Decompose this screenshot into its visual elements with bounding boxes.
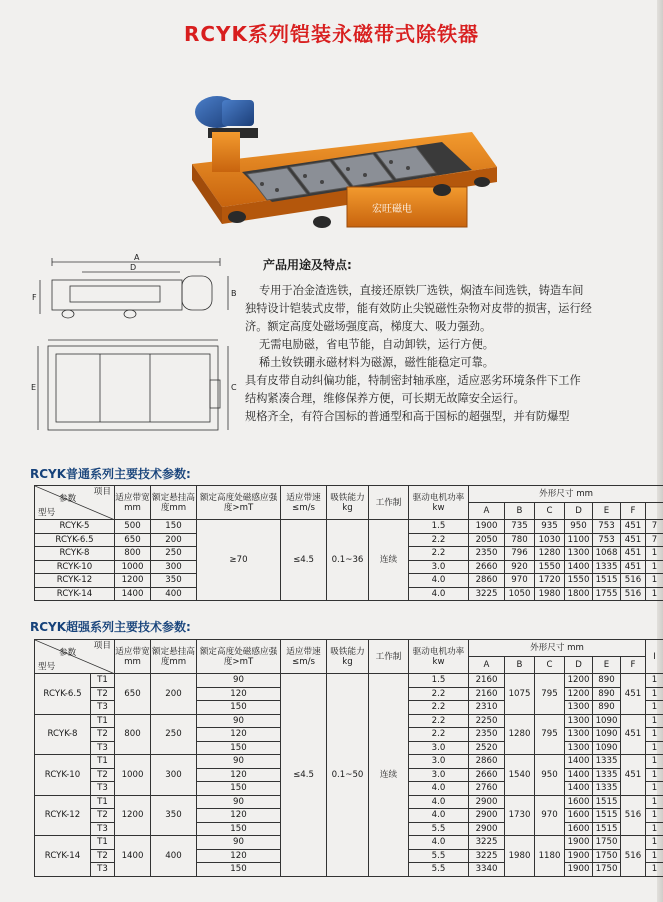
table-cell: 3225 [469,587,505,601]
table-cell: 451 [621,755,646,796]
table2-super-specs [34,639,663,877]
t1-h-c: C [535,503,565,520]
table-cell: 2660 [469,560,505,574]
table-cell: 1 [646,687,663,701]
t2-h-power: 驱动电机功率kw [409,640,469,674]
table-cell: 1 [646,755,663,769]
table-cell: 120 [197,809,281,823]
table-cell: 250 [151,714,197,755]
table-cell: 1515 [593,574,621,588]
table-cell: 1900 [469,520,505,534]
table-cell: 1068 [593,547,621,561]
table-cell: 300 [151,560,197,574]
table-cell: 1 [646,728,663,742]
table-cell: 451 [621,714,646,755]
table-cell: RCYK-8 [35,547,115,561]
table-cell: 950 [535,755,565,796]
table-cell: 1600 [565,822,593,836]
table-cell: 3.0 [409,768,469,782]
table-cell: 795 [535,674,565,715]
table-cell: 0.1~36 [327,520,369,601]
table-cell: 1335 [593,768,621,782]
table-cell: 120 [197,768,281,782]
table-cell: 2900 [469,795,505,809]
table-cell: 4.0 [409,795,469,809]
table-cell: 780 [505,533,535,547]
table-cell: 3225 [469,849,505,863]
table-cell: 1075 [505,674,535,715]
table-cell: 2660 [469,768,505,782]
table1-title: RCYK普通系列主要技术参数: [30,467,191,481]
table-cell: 800 [115,547,151,561]
feature-line: 专用于冶金渣选铁，直接还原铁厂选铁，焖渣车间选铁，铸造车间 [259,284,584,297]
table-cell: RCYK-6.5 [35,533,115,547]
t1-h-e: E [593,503,621,520]
t1-h-f: F [621,503,646,520]
table-cell: 120 [197,687,281,701]
table-cell: 2860 [469,755,505,769]
dim-label-f: F [32,293,37,302]
table-cell: 451 [621,674,646,715]
table-cell: 795 [535,714,565,755]
table-cell: RCYK-5 [35,520,115,534]
table-cell: 1 [646,782,663,796]
table-cell: 3225 [469,836,505,850]
table-cell: 90 [197,795,281,809]
t1-h-speed: 适应带速≤m/s [281,486,327,520]
table-cell: 890 [593,674,621,688]
table-cell: 90 [197,714,281,728]
table-cell: RCYK-8 [35,714,91,755]
table-cell: 970 [505,574,535,588]
table-cell: T2 [91,728,115,742]
t2-h-e: E [593,657,621,674]
table-cell: 1 [646,809,663,823]
table-cell: 1300 [565,741,593,755]
table-cell: 2.2 [409,714,469,728]
table-cell: 2760 [469,782,505,796]
table-cell: 1720 [535,574,565,588]
table-cell: 1.5 [409,520,469,534]
table-cell: 1300 [565,701,593,715]
table-cell: 7 [646,533,663,547]
table2-title: RCYK超强系列主要技术参数: [30,620,191,634]
table-cell: 1400 [565,782,593,796]
table-cell: RCYK-12 [35,574,115,588]
t1-h-b: B [505,503,535,520]
table-cell: 970 [535,795,565,836]
table-cell: 1 [646,587,663,601]
page-title: RCYK系列铠装永磁带式除铁器 [183,22,480,46]
table-cell: 90 [197,674,281,688]
table-cell: T1 [91,674,115,688]
table-cell: 500 [115,520,151,534]
table-cell: 400 [151,587,197,601]
table-cell: 1 [646,849,663,863]
table-cell: 1900 [565,836,593,850]
table-cell: RCYK-10 [35,560,115,574]
table-cell: 1280 [535,547,565,561]
table-cell: 451 [621,547,646,561]
table-cell: 1200 [565,674,593,688]
table-cell: 3340 [469,863,505,877]
t1-h-g [646,503,663,520]
table-cell: 451 [621,533,646,547]
table-cell: 4.0 [409,574,469,588]
table-cell: 1800 [565,587,593,601]
table-cell: RCYK-12 [35,795,91,836]
table-cell: 1750 [593,863,621,877]
features-heading: 产品用途及特点: [263,258,352,272]
t2-h-f: F [621,657,646,674]
table-cell: T1 [91,795,115,809]
table-cell: 1515 [593,809,621,823]
table-cell: 5.5 [409,822,469,836]
t1-h-power: 驱动电机功率kw [409,486,469,520]
table-cell: 1540 [505,755,535,796]
table-cell: 3.0 [409,755,469,769]
t2-h-c: C [535,657,565,674]
feature-line: 具有皮带自动纠偏功能，特制密封轴承座，适应恶劣环境条件下工作 [245,374,581,387]
table1-standard-specs [34,485,663,601]
t2-h-speed: 适应带速≤m/s [281,640,327,674]
table-cell: 1335 [593,755,621,769]
table-cell: RCYK-6.5 [35,674,91,715]
table-cell: 1200 [115,574,151,588]
table-cell: 3.0 [409,741,469,755]
table-cell: T3 [91,701,115,715]
table-cell: 150 [197,701,281,715]
table-cell: 1 [646,822,663,836]
t2-h-mode: 工作制 [369,640,409,674]
table-cell: 650 [115,674,151,715]
table-cell: T1 [91,714,115,728]
table-cell: 120 [197,849,281,863]
table-cell: 1 [646,768,663,782]
feature-line: 济。额定高度处磁场强度高，梯度大、吸力强劲。 [245,320,492,333]
table-cell: 1300 [565,547,593,561]
t2-h-g: I [646,640,663,674]
table-cell: 890 [593,701,621,715]
table-cell: RCYK-14 [35,587,115,601]
t1-h-a: A [469,503,505,520]
table-cell: 90 [197,755,281,769]
table-cell: 1750 [593,849,621,863]
table-cell: 1400 [115,587,151,601]
feature-line: 稀土钕铁硼永磁材料为磁源，磁性能稳定可靠。 [259,356,494,369]
table-cell: 1 [646,836,663,850]
table-cell: 150 [197,863,281,877]
table-cell: 1600 [565,809,593,823]
table-cell: 1 [646,714,663,728]
table-cell: 753 [593,520,621,534]
table-cell: 1400 [565,768,593,782]
table-cell: 4.0 [409,836,469,850]
table-cell: 1300 [565,714,593,728]
table-cell: 2520 [469,741,505,755]
table-cell: 1030 [535,533,565,547]
table-cell: 1200 [115,795,151,836]
table-cell: 451 [621,520,646,534]
t2-h-height: 额定悬挂高度mm [151,640,197,674]
t1-h-mode: 工作制 [369,486,409,520]
table-cell: 150 [197,822,281,836]
t2-h-b: B [505,657,535,674]
table-cell: 1400 [565,755,593,769]
table-cell: 890 [593,687,621,701]
table-cell: 2160 [469,687,505,701]
table-cell: T2 [91,687,115,701]
table-cell: 1980 [505,836,535,877]
table-cell: 1 [646,574,663,588]
table2-body [35,674,663,877]
dimension-drawings [30,250,240,440]
table-cell: T2 [91,849,115,863]
t1-h-d: D [565,503,593,520]
table-cell: 连续 [369,520,409,601]
table-cell: RCYK-10 [35,755,91,796]
table-cell: 120 [197,728,281,742]
table-cell: 1550 [565,574,593,588]
table-cell: 1335 [593,782,621,796]
table-cell: 1 [646,674,663,688]
t2-h-dims: 外形尺寸 mm [469,640,646,657]
table-cell: 1400 [565,560,593,574]
table-cell: 1090 [593,741,621,755]
table-cell: 150 [151,520,197,534]
table-cell: 650 [115,533,151,547]
table2-corner-header: 项目 参数 型号 [35,640,115,674]
table-cell: 1730 [505,795,535,836]
dim-label-e: E [31,383,37,392]
table-cell: 1180 [535,836,565,877]
table-cell: 1980 [535,587,565,601]
table-cell: 950 [565,520,593,534]
t2-h-capacity: 吸铁能力kg [327,640,369,674]
table-cell: 1 [646,701,663,715]
t1-h-width: 适应带宽mm [115,486,151,520]
table-cell: 753 [593,533,621,547]
table-cell: 735 [505,520,535,534]
table-cell: ≤4.5 [281,520,327,601]
table-cell: 2160 [469,674,505,688]
table-cell: 451 [621,560,646,574]
table-cell: 400 [151,836,197,877]
table-cell: 300 [151,755,197,796]
table-cell: 3.0 [409,560,469,574]
dim-label-b: B [231,289,237,298]
table-cell: 2050 [469,533,505,547]
table-cell: 1050 [505,587,535,601]
table-cell: 1335 [593,560,621,574]
table-cell: 2310 [469,701,505,715]
table-cell: 1 [646,741,663,755]
table-cell: ≥70 [197,520,281,601]
t2-h-a: A [469,657,505,674]
table-cell: 1900 [565,863,593,877]
table-cell: 150 [197,782,281,796]
features-section [245,256,663,426]
table-cell: 1100 [565,533,593,547]
table-cell: RCYK-14 [35,836,91,877]
table-cell: 1300 [565,728,593,742]
dim-label-c: C [231,383,237,392]
table-cell: 920 [505,560,535,574]
table-cell: 2.2 [409,701,469,715]
photo-brand-label: 宏旺磁电 [372,204,412,215]
table-cell: 1550 [535,560,565,574]
table-cell: 350 [151,795,197,836]
table-cell: 2.2 [409,547,469,561]
table-cell: T2 [91,768,115,782]
feature-line: 规格齐全，有符合国标的普通型和高于国标的超强型，并有防爆型 [245,410,570,423]
table-cell: 7 [646,520,663,534]
table-cell: 4.0 [409,782,469,796]
table-cell: 0.1~50 [327,674,369,877]
table-cell: 2.2 [409,728,469,742]
table-cell: 1400 [115,836,151,877]
table-cell: 1000 [115,755,151,796]
table-cell: 2900 [469,809,505,823]
t2-h-d: D [565,657,593,674]
table-cell: T1 [91,755,115,769]
table-cell: 1 [646,547,663,561]
table-cell: 1.5 [409,674,469,688]
table-cell: 2250 [469,714,505,728]
table-cell: 4.0 [409,809,469,823]
dim-label-d: D [130,263,137,272]
t1-h-height: 额定悬挂高度mm [151,486,197,520]
table-cell: 5.5 [409,849,469,863]
table-cell: 350 [151,574,197,588]
feature-line: 独特设计铠装式皮带，能有效防止尖锐磁性杂物对皮带的损害，运行经 [245,302,592,315]
table-cell: 1 [646,795,663,809]
table-cell: 1755 [593,587,621,601]
table-cell: 1 [646,560,663,574]
t1-h-field: 额定高度处磁感应强度>mT [197,486,281,520]
table-cell: 516 [621,836,646,877]
table-cell: 800 [115,714,151,755]
table-cell: 935 [535,520,565,534]
table-cell: T3 [91,782,115,796]
table-cell: 1515 [593,795,621,809]
table-cell: 1900 [565,849,593,863]
feature-line: 结构紧凑合理，维修保养方便，可长期无故障安全运行。 [245,392,525,405]
table-row [35,674,663,688]
table1-corner-header: 项目 参数 型号 [35,486,115,520]
table-cell: 1515 [593,822,621,836]
table-cell: 516 [621,795,646,836]
dim-label-a: A [134,253,140,262]
t2-h-field: 额定高度处磁感应强度>mT [197,640,281,674]
table-cell: 1000 [115,560,151,574]
table-cell: 2350 [469,547,505,561]
table-cell: 1090 [593,728,621,742]
table-cell: T3 [91,822,115,836]
table-cell: T1 [91,836,115,850]
table-cell: 1750 [593,836,621,850]
t1-h-dims: 外形尺寸 mm [469,486,663,503]
table-cell: 1280 [505,714,535,755]
table-cell: T2 [91,809,115,823]
table-cell: T3 [91,863,115,877]
table-cell: 5.5 [409,863,469,877]
table-cell: 2.2 [409,687,469,701]
table-cell: 4.0 [409,587,469,601]
table-cell: 90 [197,836,281,850]
table-cell: 1600 [565,795,593,809]
table-cell: 200 [151,533,197,547]
t2-h-width: 适应带宽mm [115,640,151,674]
table-cell: 2860 [469,574,505,588]
product-photo [172,72,510,244]
table-cell: 516 [621,587,646,601]
table-cell: T3 [91,741,115,755]
t1-h-capacity: 吸铁能力kg [327,486,369,520]
feature-line: 无需电励磁，省电节能，自动卸铁，运行方便。 [259,338,494,351]
table-cell: 200 [151,674,197,715]
table-cell: 250 [151,547,197,561]
table-cell: 1 [646,863,663,877]
table-cell: 2900 [469,822,505,836]
table-cell: 1090 [593,714,621,728]
table-cell: 796 [505,547,535,561]
table-cell: 1200 [565,687,593,701]
table-cell: 连续 [369,674,409,877]
table-cell: 2.2 [409,533,469,547]
table-cell: 2350 [469,728,505,742]
table-cell: ≤4.5 [281,674,327,877]
table-cell: 150 [197,741,281,755]
table-cell: 516 [621,574,646,588]
